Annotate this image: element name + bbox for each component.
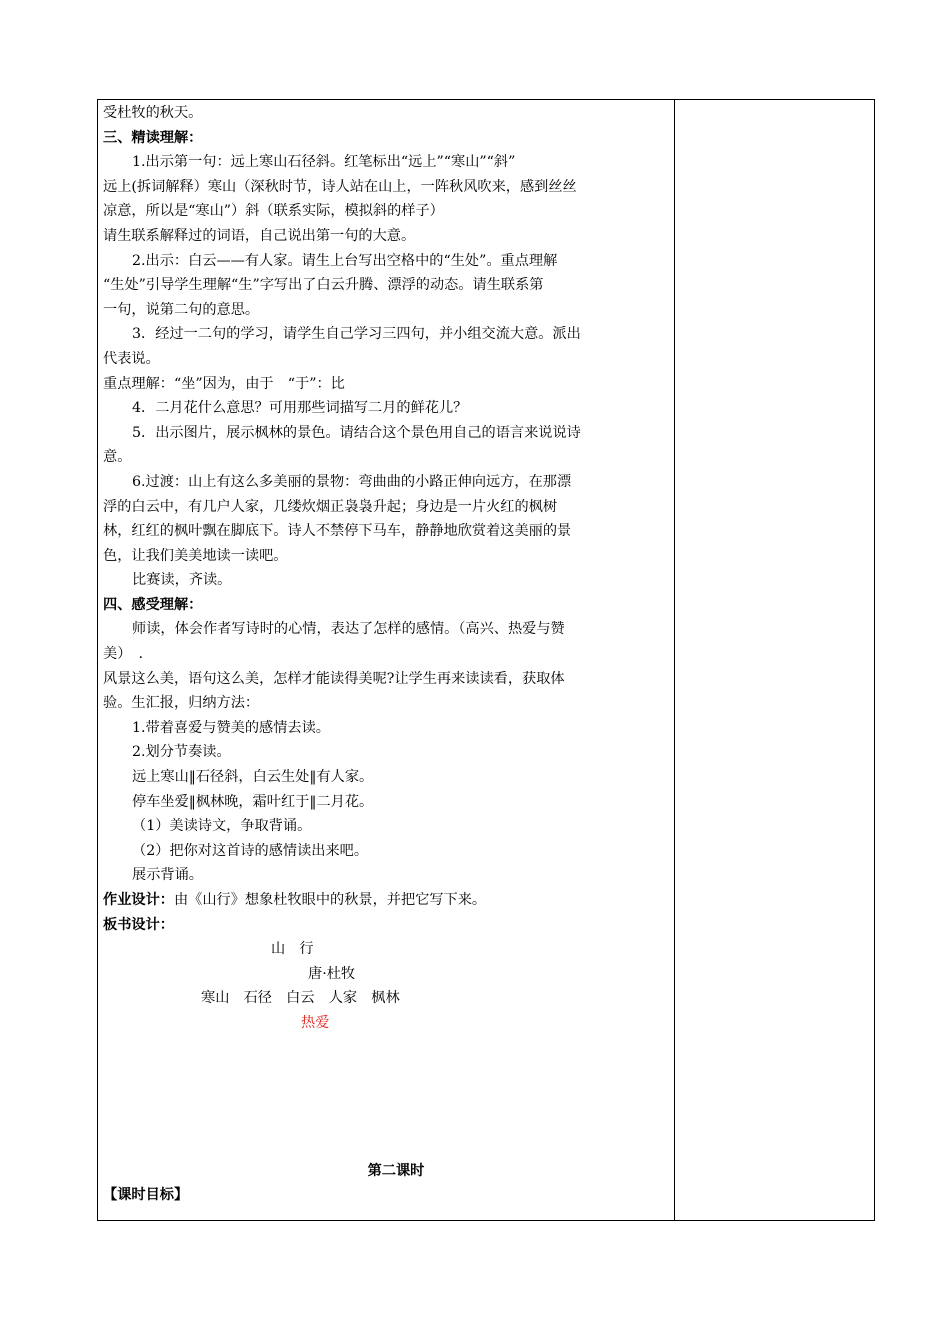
text-line: 风景这么美，语句这么美，怎样才能读得美呢?让学生再来读读看，获取体: [103, 670, 565, 687]
spacer: [103, 1060, 669, 1085]
text-line: 远上(拆词解释）寒山（深秋时节，诗人站在山上，一阵秋风吹来，感到丝丝: [103, 178, 577, 195]
lesson-goal-heading: 【课时目标】: [103, 1187, 189, 1204]
board-design-label: 板书设计：: [103, 916, 174, 933]
homework-text: 由《山行》想象杜牧眼中的秋景，并把它写下来。: [173, 892, 487, 908]
text-line: 验。生汇报，归纳方法：: [103, 695, 260, 712]
section-heading: 三、精读理解：: [103, 129, 203, 146]
text-line: （1）美读诗文，争取背诵。: [132, 818, 312, 835]
homework-line: [103, 888, 669, 913]
spacer: [103, 1134, 669, 1159]
spacer: [103, 1109, 669, 1134]
text-line: 3．经过一二句的学习，请学生自己学习三四句，并小组交流大意。派出: [132, 326, 581, 343]
lesson-content-cell: [103, 101, 669, 1208]
text-line: 受杜牧的秋天。: [103, 105, 203, 121]
text-line: 1.出示第一句：远上寒山石径斜。红笔标出“远上”“寒山”“斜”: [132, 154, 516, 171]
text-line: 美） .: [103, 646, 143, 663]
text-line: 代表说。: [103, 350, 160, 367]
table-column-divider: [674, 99, 675, 1221]
poem-rhythm-line: 停车坐爱‖枫林晚，霜叶红于‖二月花。: [132, 793, 374, 810]
lesson-two-title: 第二课时: [367, 1162, 425, 1179]
text-line: 色，让我们美美地读一读吧。: [103, 547, 288, 564]
text-line: 比赛读，齐读。: [132, 572, 232, 589]
text-line: （2）把你对这首诗的感情读出来吧。: [132, 842, 369, 859]
spacer: [103, 1036, 669, 1061]
text-line: 一句，说第二句的意思。: [103, 301, 260, 318]
spacer: [103, 1085, 669, 1110]
board-emotion: 热爱: [301, 1014, 330, 1031]
text-line: 展示背诵。: [132, 867, 203, 884]
text-line: 凉意，所以是“寒山”）斜（联系实际，模拟斜的样子）: [103, 203, 444, 220]
text-line: “生处”引导学生理解“生”字写出了白云升腾、漂浮的动态。请生联系第: [103, 277, 544, 294]
text-line: 2.划分节奏读。: [132, 744, 231, 761]
text-line: 意。: [103, 449, 132, 466]
text-line: 5．出示图片，展示枫林的景色。请结合这个景色用自己的语言来说说诗: [132, 424, 581, 441]
text-line: 请生联系解释过的词语，自己说出第一句的大意。: [103, 227, 416, 244]
homework-label: 作业设计：: [103, 892, 174, 908]
section-heading: 四、感受理解：: [103, 596, 203, 613]
board-poem-title: 山 行: [271, 941, 314, 958]
poem-rhythm-line: 远上寒山‖石径斜，白云生处‖有人家。: [132, 769, 374, 786]
text-line: 6.过渡：山上有这么多美丽的景物：弯曲曲的小路正伸向远方，在那漂: [132, 473, 572, 490]
text-line: 师读，体会作者写诗时的心情，表达了怎样的感情。（高兴、热爱与赞: [132, 621, 565, 638]
board-keywords: 寒山 石径 白云 人家 枫林: [201, 990, 400, 1007]
text-line: 4．二月花什么意思？可用那些词描写二月的鲜花儿？: [132, 400, 468, 417]
text-line: 2.出示：白云——有人家。请生上台写出空格中的“生处”。重点理解: [132, 252, 558, 269]
text-line: 浮的白云中，有几户人家，几缕炊烟正袅袅升起；身边是一片火红的枫树: [103, 498, 558, 515]
text-line: 林，红红的枫叶飘在脚底下。诗人不禁停下马车，静静地欣赏着这美丽的景: [103, 523, 572, 540]
text-line: 1.带着喜爱与赞美的感情去读。: [132, 719, 330, 736]
text-line: 重点理解：“坐”因为，由于 “于”：比: [103, 375, 345, 392]
board-poem-author: 唐·杜牧: [308, 965, 356, 982]
